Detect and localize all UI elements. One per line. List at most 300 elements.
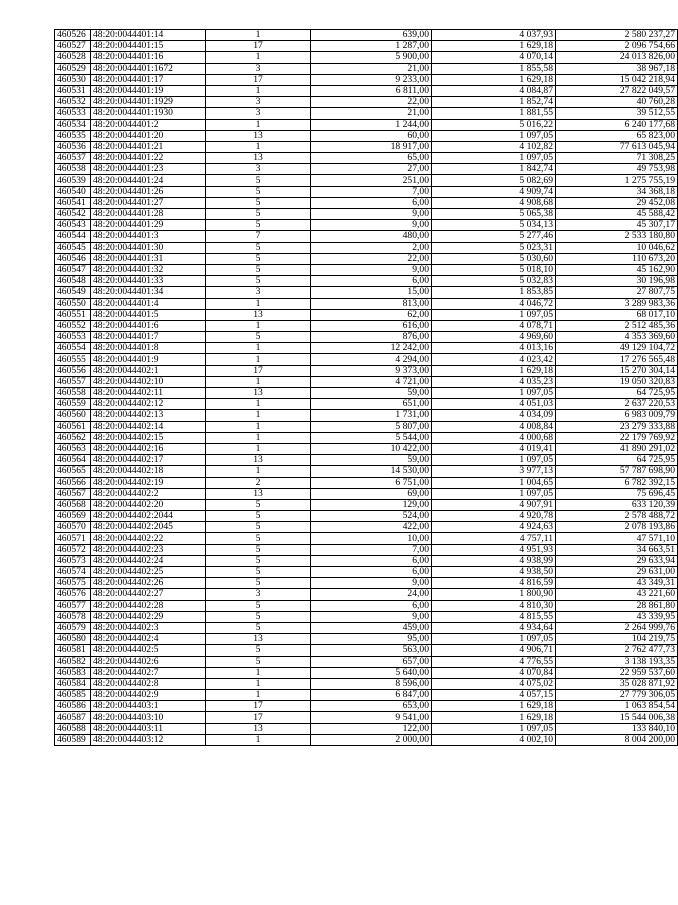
- cadastral-value: 43 221,60: [556, 589, 678, 600]
- category-code: 5: [206, 645, 311, 656]
- row-id: 460555: [55, 354, 91, 365]
- table-row: [55, 309, 678, 320]
- rate-value: 4 000,68: [432, 432, 556, 443]
- category-code: 5: [206, 578, 311, 589]
- row-id: 460560: [55, 410, 91, 421]
- cadastral-number: 48:20:0044402:16: [91, 443, 206, 454]
- category-code: 13: [206, 153, 311, 164]
- rate-value: 4 776,55: [432, 656, 556, 667]
- cadastral-number: 48:20:0044401:7: [91, 332, 206, 343]
- table-row: [55, 231, 678, 242]
- cadastral-number: 48:20:0044401:17: [91, 74, 206, 85]
- category-code: 5: [206, 611, 311, 622]
- table-row: [55, 734, 678, 745]
- rate-value: 4 078,71: [432, 320, 556, 331]
- category-code: 1: [206, 320, 311, 331]
- row-id: 460582: [55, 656, 91, 667]
- cadastral-number: 48:20:0044401:14: [91, 30, 206, 41]
- table-row: [55, 443, 678, 454]
- cadastral-value: 23 279 333,88: [556, 421, 678, 432]
- table-row: [55, 723, 678, 734]
- row-id: 460569: [55, 511, 91, 522]
- table-row: [55, 466, 678, 477]
- row-id: 460580: [55, 634, 91, 645]
- cadastral-number: 48:20:0044402:10: [91, 376, 206, 387]
- rate-value: 4 908,68: [432, 197, 556, 208]
- area-value: 95,00: [311, 634, 432, 645]
- rate-value: 4 008,84: [432, 421, 556, 432]
- cadastral-number: 48:20:0044402:12: [91, 399, 206, 410]
- category-code: 13: [206, 488, 311, 499]
- area-value: 653,00: [311, 701, 432, 712]
- area-value: 524,00: [311, 511, 432, 522]
- cadastral-value: 27 779 306,05: [556, 690, 678, 701]
- cadastral-value: 28 861,80: [556, 600, 678, 611]
- row-id: 460583: [55, 667, 91, 678]
- area-value: 122,00: [311, 723, 432, 734]
- rate-value: 4 019,41: [432, 443, 556, 454]
- category-code: 1: [206, 376, 311, 387]
- category-code: 17: [206, 365, 311, 376]
- row-id: 460564: [55, 455, 91, 466]
- area-value: 10 422,00: [311, 443, 432, 454]
- rate-value: 4 075,02: [432, 678, 556, 689]
- cadastral-number: 48:20:0044402:2045: [91, 522, 206, 533]
- category-code: 1: [206, 399, 311, 410]
- row-id: 460581: [55, 645, 91, 656]
- row-id: 460542: [55, 209, 91, 220]
- area-value: 18 917,00: [311, 141, 432, 152]
- cadastral-value: 22 959 537,60: [556, 667, 678, 678]
- cadastral-value: 29 452,08: [556, 197, 678, 208]
- area-value: 65,00: [311, 153, 432, 164]
- area-value: 9,00: [311, 264, 432, 275]
- cadastral-number: 48:20:0044401:24: [91, 175, 206, 186]
- table-row: [55, 30, 678, 41]
- table-row: [55, 354, 678, 365]
- cadastral-number: 48:20:0044401:30: [91, 242, 206, 253]
- category-code: 1: [206, 410, 311, 421]
- category-code: 13: [206, 455, 311, 466]
- area-value: 6 847,00: [311, 690, 432, 701]
- table-row: [55, 164, 678, 175]
- category-code: 5: [206, 522, 311, 533]
- cadastral-number: 48:20:0044402:26: [91, 578, 206, 589]
- cadastral-value: 41 890 291,02: [556, 443, 678, 454]
- category-code: 5: [206, 600, 311, 611]
- cadastral-number: 48:20:0044401:22: [91, 153, 206, 164]
- table-row: [55, 108, 678, 119]
- rate-value: 1 881,55: [432, 108, 556, 119]
- table-row: [55, 175, 678, 186]
- cadastral-value: 27 822 049,57: [556, 85, 678, 96]
- cadastral-number: 48:20:0044402:24: [91, 555, 206, 566]
- table-row: [55, 399, 678, 410]
- rate-value: 1 852,74: [432, 97, 556, 108]
- cadastral-value: 30 196,98: [556, 276, 678, 287]
- cadastral-value: 49 753,98: [556, 164, 678, 175]
- cadastral-value: 75 696,45: [556, 488, 678, 499]
- category-code: 1: [206, 678, 311, 689]
- cadastral-value: 6 983 009,79: [556, 410, 678, 421]
- table-row: [55, 634, 678, 645]
- category-code: 5: [206, 276, 311, 287]
- rate-value: 1 097,05: [432, 130, 556, 141]
- rate-value: 1 853,85: [432, 287, 556, 298]
- area-value: 6 811,00: [311, 85, 432, 96]
- cadastral-number: 48:20:0044402:20: [91, 499, 206, 510]
- cadastral-number: 48:20:0044403:12: [91, 734, 206, 745]
- table-row: [55, 220, 678, 231]
- rate-value: 4 051,03: [432, 399, 556, 410]
- cadastral-value: 2 578 488,72: [556, 511, 678, 522]
- table-row: [55, 365, 678, 376]
- cadastral-value: 64 725,95: [556, 388, 678, 399]
- cadastral-value: 29 633,94: [556, 555, 678, 566]
- rate-value: 1 629,18: [432, 41, 556, 52]
- area-value: 9,00: [311, 209, 432, 220]
- row-id: 460573: [55, 555, 91, 566]
- table-row: [55, 388, 678, 399]
- area-value: 4 721,00: [311, 376, 432, 387]
- row-id: 460579: [55, 622, 91, 633]
- cadastral-number: 48:20:0044402:2044: [91, 511, 206, 522]
- category-code: 1: [206, 421, 311, 432]
- cadastral-number: 48:20:0044401:9: [91, 354, 206, 365]
- row-id: 460536: [55, 141, 91, 152]
- rate-value: 5 065,38: [432, 209, 556, 220]
- table-row: [55, 41, 678, 52]
- cadastral-value: 6 240 177,68: [556, 119, 678, 130]
- table-row: [55, 578, 678, 589]
- rate-value: 5 034,13: [432, 220, 556, 231]
- area-value: 5 640,00: [311, 667, 432, 678]
- table-row: [55, 656, 678, 667]
- row-id: 460545: [55, 242, 91, 253]
- cadastral-number: 48:20:0044402:1: [91, 365, 206, 376]
- table-row: [55, 343, 678, 354]
- rate-value: 4 906,71: [432, 645, 556, 656]
- area-value: 563,00: [311, 645, 432, 656]
- row-id: 460553: [55, 332, 91, 343]
- category-code: 5: [206, 499, 311, 510]
- area-value: 9 373,00: [311, 365, 432, 376]
- rate-value: 1 629,18: [432, 365, 556, 376]
- row-id: 460557: [55, 376, 91, 387]
- area-value: 14 530,00: [311, 466, 432, 477]
- cadastral-number: 48:20:0044402:7: [91, 667, 206, 678]
- cadastral-value: 633 120,39: [556, 499, 678, 510]
- cadastral-value: 2 762 477,73: [556, 645, 678, 656]
- row-id: 460530: [55, 74, 91, 85]
- rate-value: 5 030,60: [432, 253, 556, 264]
- cadastral-number: 48:20:0044402:18: [91, 466, 206, 477]
- rate-value: 1 097,05: [432, 488, 556, 499]
- cadastral-number: 48:20:0044402:4: [91, 634, 206, 645]
- category-code: 5: [206, 656, 311, 667]
- area-value: 1 731,00: [311, 410, 432, 421]
- cadastral-number: 48:20:0044401:19: [91, 85, 206, 96]
- cadastral-number: 48:20:0044402:27: [91, 589, 206, 600]
- table-row: [55, 712, 678, 723]
- cadastral-number: 48:20:0044402:14: [91, 421, 206, 432]
- category-code: 5: [206, 555, 311, 566]
- row-id: 460575: [55, 578, 91, 589]
- area-value: 6,00: [311, 567, 432, 578]
- cadastral-number: 48:20:0044401:15: [91, 41, 206, 52]
- cadastral-value: 34 663,51: [556, 544, 678, 555]
- cadastral-value: 2 580 237,27: [556, 30, 678, 41]
- table-row: [55, 276, 678, 287]
- row-id: 460527: [55, 41, 91, 52]
- table-row: [55, 52, 678, 63]
- row-id: 460529: [55, 63, 91, 74]
- cadastral-value: 57 787 698,90: [556, 466, 678, 477]
- rate-value: 1 629,18: [432, 712, 556, 723]
- table-row: [55, 533, 678, 544]
- area-value: 21,00: [311, 63, 432, 74]
- area-value: 5 807,00: [311, 421, 432, 432]
- cadastral-value: 2 512 485,36: [556, 320, 678, 331]
- area-value: 813,00: [311, 298, 432, 309]
- cadastral-value: 15 544 006,38: [556, 712, 678, 723]
- row-id: 460534: [55, 119, 91, 130]
- row-id: 460559: [55, 399, 91, 410]
- category-code: 3: [206, 164, 311, 175]
- area-value: 9,00: [311, 220, 432, 231]
- row-id: 460588: [55, 723, 91, 734]
- cadastral-value: 6 782 392,15: [556, 477, 678, 488]
- cadastral-number: 48:20:0044402:13: [91, 410, 206, 421]
- area-value: 6,00: [311, 555, 432, 566]
- rate-value: 1 629,18: [432, 701, 556, 712]
- cadastral-value: 110 673,20: [556, 253, 678, 264]
- category-code: 5: [206, 567, 311, 578]
- rate-value: 4 013,16: [432, 343, 556, 354]
- cadastral-number: 48:20:0044401:31: [91, 253, 206, 264]
- area-value: 480,00: [311, 231, 432, 242]
- rate-value: 1 097,05: [432, 634, 556, 645]
- table-row: [55, 701, 678, 712]
- rate-value: 4 924,63: [432, 522, 556, 533]
- cadastral-value: 15 042 218,94: [556, 74, 678, 85]
- category-code: 5: [206, 175, 311, 186]
- cadastral-number: 48:20:0044403:11: [91, 723, 206, 734]
- row-id: 460550: [55, 298, 91, 309]
- rate-value: 4 102,82: [432, 141, 556, 152]
- cadastral-value: 43 339,95: [556, 611, 678, 622]
- cadastral-value: 71 308,25: [556, 153, 678, 164]
- cadastral-number: 48:20:0044401:3: [91, 231, 206, 242]
- category-code: 17: [206, 74, 311, 85]
- table-row: [55, 141, 678, 152]
- rate-value: 1 097,05: [432, 388, 556, 399]
- rate-value: 4 938,99: [432, 555, 556, 566]
- area-value: 616,00: [311, 320, 432, 331]
- table-row: [55, 555, 678, 566]
- cadastral-value: 45 588,42: [556, 209, 678, 220]
- row-id: 460571: [55, 533, 91, 544]
- category-code: 5: [206, 242, 311, 253]
- rate-value: 4 070,14: [432, 52, 556, 63]
- row-id: 460576: [55, 589, 91, 600]
- rate-value: 5 023,31: [432, 242, 556, 253]
- row-id: 460563: [55, 443, 91, 454]
- table-row: [55, 678, 678, 689]
- rate-value: 4 046,72: [432, 298, 556, 309]
- category-code: 3: [206, 97, 311, 108]
- row-id: 460547: [55, 264, 91, 275]
- row-id: 460543: [55, 220, 91, 231]
- cadastral-number: 48:20:0044401:21: [91, 141, 206, 152]
- category-code: 13: [206, 723, 311, 734]
- cadastral-number: 48:20:0044402:5: [91, 645, 206, 656]
- area-value: 9 541,00: [311, 712, 432, 723]
- table-row: [55, 511, 678, 522]
- rate-value: 4 002,10: [432, 734, 556, 745]
- table-row: [55, 97, 678, 108]
- cadastral-number: 48:20:0044402:9: [91, 690, 206, 701]
- cadastral-value: 1 275 755,19: [556, 175, 678, 186]
- area-value: 5 900,00: [311, 52, 432, 63]
- area-value: 7,00: [311, 186, 432, 197]
- area-value: 459,00: [311, 622, 432, 633]
- cadastral-number: 48:20:0044402:22: [91, 533, 206, 544]
- cadastral-number: 48:20:0044402:23: [91, 544, 206, 555]
- cadastral-number: 48:20:0044401:34: [91, 287, 206, 298]
- table-row: [55, 253, 678, 264]
- cadastral-value: 2 078 193,86: [556, 522, 678, 533]
- cadastral-number: 48:20:0044402:8: [91, 678, 206, 689]
- rate-value: 4 035,23: [432, 376, 556, 387]
- area-value: 59,00: [311, 455, 432, 466]
- row-id: 460535: [55, 130, 91, 141]
- cadastral-value-table: [54, 29, 678, 746]
- row-id: 460537: [55, 153, 91, 164]
- rate-value: 4 057,15: [432, 690, 556, 701]
- row-id: 460546: [55, 253, 91, 264]
- row-id: 460526: [55, 30, 91, 41]
- row-id: 460532: [55, 97, 91, 108]
- cadastral-number: 48:20:0044402:28: [91, 600, 206, 611]
- cadastral-number: 48:20:0044401:5: [91, 309, 206, 320]
- rate-value: 4 907,91: [432, 499, 556, 510]
- table-row: [55, 544, 678, 555]
- row-id: 460548: [55, 276, 91, 287]
- rate-value: 1 629,18: [432, 74, 556, 85]
- table-row: [55, 298, 678, 309]
- cadastral-value: 1 063 854,54: [556, 701, 678, 712]
- row-id: 460531: [55, 85, 91, 96]
- cadastral-value: 64 725,95: [556, 455, 678, 466]
- rate-value: 4 920,78: [432, 511, 556, 522]
- area-value: 876,00: [311, 332, 432, 343]
- cadastral-value: 27 807,75: [556, 287, 678, 298]
- row-id: 460561: [55, 421, 91, 432]
- rate-value: 4 909,74: [432, 186, 556, 197]
- row-id: 460562: [55, 432, 91, 443]
- area-value: 6 751,00: [311, 477, 432, 488]
- category-code: 5: [206, 533, 311, 544]
- row-id: 460556: [55, 365, 91, 376]
- category-code: 1: [206, 141, 311, 152]
- area-value: 6,00: [311, 600, 432, 611]
- row-id: 460577: [55, 600, 91, 611]
- cadastral-value: 29 631,00: [556, 567, 678, 578]
- rate-value: 1 855,58: [432, 63, 556, 74]
- rate-value: 1 097,05: [432, 153, 556, 164]
- cadastral-number: 48:20:0044401:27: [91, 197, 206, 208]
- cadastral-number: 48:20:0044401:29: [91, 220, 206, 231]
- area-value: 657,00: [311, 656, 432, 667]
- row-id: 460585: [55, 690, 91, 701]
- area-value: 27,00: [311, 164, 432, 175]
- cadastral-value: 3 289 983,36: [556, 298, 678, 309]
- area-value: 651,00: [311, 399, 432, 410]
- area-value: 6,00: [311, 276, 432, 287]
- row-id: 460584: [55, 678, 91, 689]
- category-code: 3: [206, 589, 311, 600]
- rate-value: 5 082,69: [432, 175, 556, 186]
- row-id: 460554: [55, 343, 91, 354]
- cadastral-number: 48:20:0044403:1: [91, 701, 206, 712]
- cadastral-number: 48:20:0044402:17: [91, 455, 206, 466]
- cadastral-number: 48:20:0044401:20: [91, 130, 206, 141]
- category-code: 1: [206, 30, 311, 41]
- rate-value: 4 810,30: [432, 600, 556, 611]
- area-value: 7,00: [311, 544, 432, 555]
- area-value: 9,00: [311, 611, 432, 622]
- table-row: [55, 667, 678, 678]
- cadastral-value: 68 017,10: [556, 309, 678, 320]
- rate-value: 4 034,09: [432, 410, 556, 421]
- cadastral-value: 8 004 200,00: [556, 734, 678, 745]
- category-code: 3: [206, 63, 311, 74]
- rate-value: 5 277,46: [432, 231, 556, 242]
- category-code: 1: [206, 466, 311, 477]
- row-id: 460574: [55, 567, 91, 578]
- row-id: 460570: [55, 522, 91, 533]
- rate-value: 4 070,84: [432, 667, 556, 678]
- table-row: [55, 589, 678, 600]
- category-code: 13: [206, 634, 311, 645]
- table-row: [55, 320, 678, 331]
- cadastral-value: 43 349,31: [556, 578, 678, 589]
- row-id: 460587: [55, 712, 91, 723]
- table-row: [55, 197, 678, 208]
- row-id: 460551: [55, 309, 91, 320]
- cadastral-value: 77 613 045,94: [556, 141, 678, 152]
- row-id: 460566: [55, 477, 91, 488]
- row-id: 460565: [55, 466, 91, 477]
- row-id: 460586: [55, 701, 91, 712]
- table-row: [55, 455, 678, 466]
- area-value: 4 294,00: [311, 354, 432, 365]
- rate-value: 4 023,42: [432, 354, 556, 365]
- category-code: 1: [206, 432, 311, 443]
- cadastral-value: 10 046,62: [556, 242, 678, 253]
- rate-value: 4 951,93: [432, 544, 556, 555]
- area-value: 9,00: [311, 578, 432, 589]
- table-row: [55, 209, 678, 220]
- row-id: 460552: [55, 320, 91, 331]
- area-value: 8 596,00: [311, 678, 432, 689]
- cadastral-number: 48:20:0044401:33: [91, 276, 206, 287]
- row-id: 460568: [55, 499, 91, 510]
- row-id: 460544: [55, 231, 91, 242]
- area-value: 24,00: [311, 589, 432, 600]
- area-value: 1 287,00: [311, 41, 432, 52]
